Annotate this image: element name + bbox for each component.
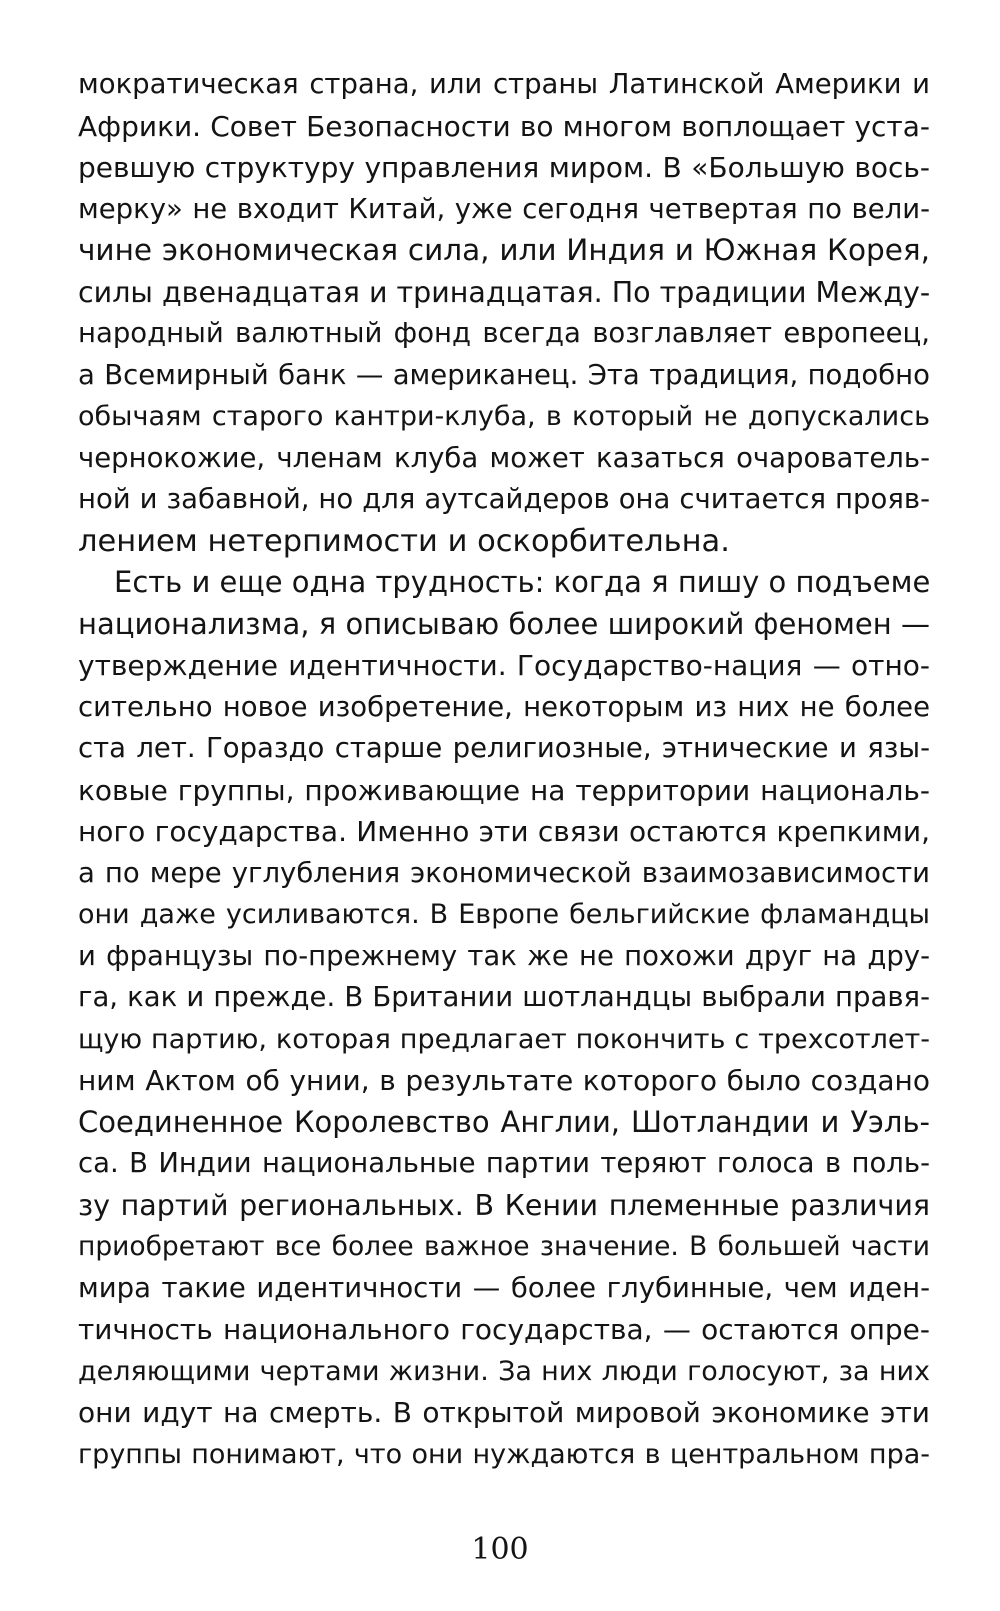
text-line: лением нетерпимости и оскорбительна. [78, 523, 730, 559]
text-line: чине экономическая сила, или Индия и Южная Корея, [78, 233, 930, 267]
text-line: сительно новое изобретение, некоторым из них не более [78, 690, 930, 723]
text-line: тичность национального государства, — остаются опре- [78, 1313, 930, 1346]
paragraph-1 [78, 64, 930, 562]
page-number: 100 [471, 1532, 529, 1567]
text-line: ним Актом об унии, в результате которого было создано [78, 1064, 930, 1097]
text-line: Африки. Совет Безопасности во многом воплощает уста- [78, 109, 930, 143]
text-line: са. В Индии национальные партии теряют голоса в поль- [78, 1147, 930, 1179]
text-line: силы двенадцатая и тринадцатая. По традиции Между- [78, 275, 930, 309]
text-line: Есть и еще одна трудность: когда я пишу о подъеме [114, 565, 930, 599]
text-line: щую партию, которая предлагает покончить с трехсотлет- [78, 1023, 930, 1055]
text-line: приобретают все более важное значение. В большей части [78, 1231, 930, 1262]
text-line: ного государства. Именно эти связи остаются крепкими, [78, 815, 930, 848]
text-line: группы понимают, что они нуждаются в центральном пра- [78, 1438, 930, 1470]
text-line: Соединенное Королевство Англии, Шотландии и Уэль- [78, 1104, 930, 1139]
text-line: утверждение идентичности. Государство-нация — отно- [78, 649, 930, 682]
page-body [78, 64, 930, 1475]
text-line: они идут на смерть. В открытой мировой экономике эти [78, 1396, 930, 1429]
text-line: они даже усиливаются. В Европе бельгийские фламандцы [78, 899, 930, 930]
text-line: а по мере углубления экономической взаимозависимости [78, 856, 930, 889]
text-line: га, как и прежде. В Британии шотландцы выбрали правя- [78, 981, 930, 1013]
paragraph-2 [78, 562, 930, 1475]
text-line: ревшую структуру управления миром. В «Большую вось- [78, 151, 930, 184]
text-line: ной и забавной, но для аутсайдеров она считается прояв- [78, 483, 930, 515]
text-line: мерку» не входит Китай, уже сегодня четвертая по вели- [78, 192, 930, 225]
text-line: мира такие идентичности — более глубинные, чем иден- [78, 1271, 930, 1304]
text-line: народный валютный фонд всегда возглавляет европеец, [78, 317, 930, 349]
text-line: ковые группы, проживающие на территории националь- [78, 773, 930, 807]
text-line: национализма, я описываю более широкий феномен — [78, 606, 930, 641]
text-line: деляющими чертами жизни. За них люди голосуют, за них [78, 1355, 930, 1387]
text-line: мократическая страна, или страны Латинской Америки и [78, 68, 930, 100]
text-line: обычаям старого кантри-клуба, в который не допускались [78, 401, 930, 432]
text-line: зу партий региональных. В Кении племенные различия [78, 1188, 930, 1222]
text-line: и французы по-прежнему так же не похожи друг на дру- [78, 939, 930, 972]
text-line: ста лет. Гораздо старше религиозные, этнические и язы- [78, 732, 930, 764]
text-line: а Всемирный банк — американец. Эта традиция, подобно [78, 358, 930, 391]
text-line: чернокожие, членам клуба может казаться очарователь- [78, 441, 930, 474]
